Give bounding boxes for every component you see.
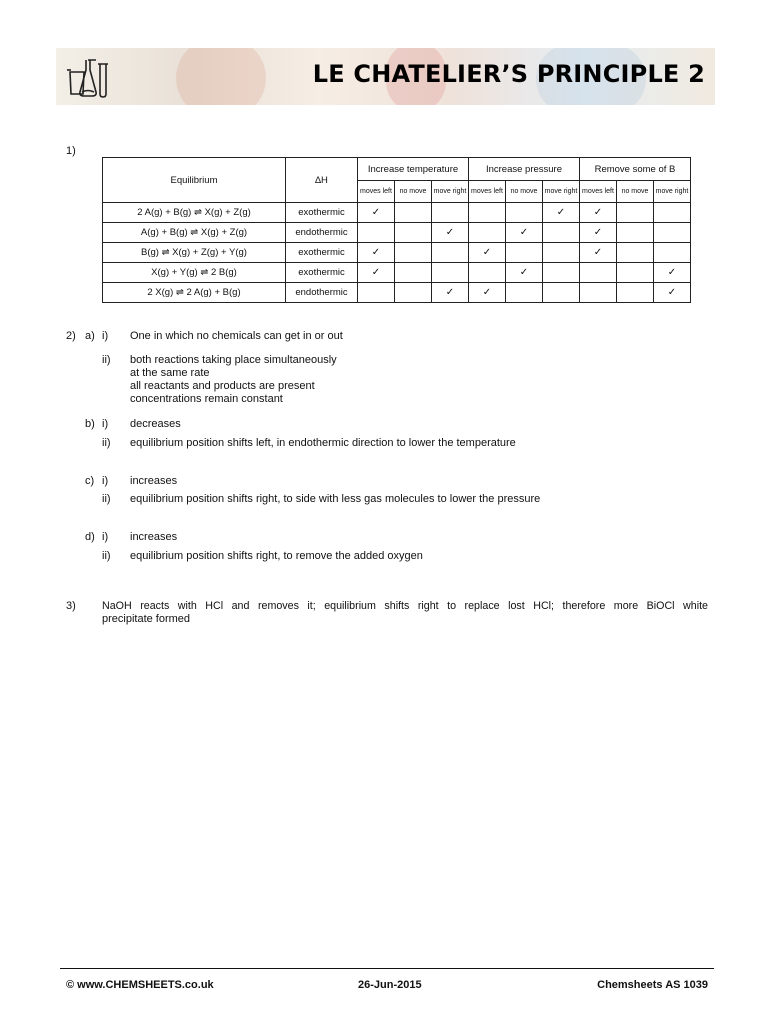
answer-cell [395, 243, 432, 263]
part-b-i-answer: decreases [130, 418, 181, 430]
answer-cell [580, 283, 617, 303]
check-icon: ✓ [593, 247, 603, 258]
check-icon: ✓ [667, 287, 677, 298]
answer-cell [506, 243, 543, 263]
answer-cell [506, 263, 543, 283]
column-header-equilibrium: Equilibrium [103, 158, 286, 203]
answer-cell [469, 283, 506, 303]
answer-cell [506, 283, 543, 303]
answer-cell [432, 283, 469, 303]
answer-cell [358, 203, 395, 223]
part-d-ii-label: ii) [102, 550, 111, 562]
enthalpy-sign: endothermic [286, 283, 358, 303]
enthalpy-sign: endothermic [286, 223, 358, 243]
enthalpy-sign: exothermic [286, 243, 358, 263]
part-a-ii-line-4: concentrations remain constant [130, 393, 283, 405]
part-c-ii-answer: equilibrium position shifts right, to side with less gas molecules to lower the pressure [130, 493, 541, 505]
part-d-i-answer: increases [130, 531, 178, 543]
glassware-logo-icon [64, 54, 110, 100]
answer-cell [543, 203, 580, 223]
check-icon: ✓ [519, 267, 529, 278]
part-a-ii-line-1: both reactions taking place simultaneously [130, 354, 337, 366]
table-row [103, 223, 691, 243]
banner-background [176, 48, 266, 105]
part-c-ii-label: ii) [102, 493, 111, 505]
answer-cell [617, 243, 654, 263]
answer-cell [432, 263, 469, 283]
group-header-remove-b: Remove some of B [580, 158, 691, 181]
question-3-answer-line-1: NaOH reacts with HCl and removes it; equilibrium shifts right to replace lost HCl; therefore more BiOCl white [102, 600, 708, 612]
sub-header-no-move: no move [617, 181, 654, 203]
sub-header-move-right: move right [654, 181, 691, 203]
part-b-ii-answer: equilibrium position shifts left, in endothermic direction to lower the temperature [130, 437, 516, 449]
sub-header-move-right: move right [432, 181, 469, 203]
footer-website-link[interactable]: © www.CHEMSHEETS.co.uk [66, 979, 214, 991]
answer-cell [654, 223, 691, 243]
answer-cell [580, 243, 617, 263]
answer-cell [395, 263, 432, 283]
answer-cell [432, 203, 469, 223]
answer-cell [469, 263, 506, 283]
equilibrium-equation: X(g) + Y(g) ⇌ 2 B(g) [103, 263, 286, 283]
check-icon: ✓ [593, 227, 603, 238]
answer-cell [617, 283, 654, 303]
check-icon: ✓ [371, 247, 381, 258]
check-icon: ✓ [371, 267, 381, 278]
footer-reference: Chemsheets AS 1039 [597, 979, 708, 991]
footer-date: 26-Jun-2015 [358, 979, 422, 991]
answer-cell [654, 283, 691, 303]
check-icon: ✓ [593, 207, 603, 218]
part-c-i-label: i) [102, 475, 109, 487]
equilibrium-table [102, 157, 691, 303]
answer-cell [654, 203, 691, 223]
equilibrium-equation: A(g) + B(g) ⇌ X(g) + Z(g) [103, 223, 286, 243]
answer-cell [469, 223, 506, 243]
answer-cell [395, 203, 432, 223]
part-a-i-label: i) [102, 330, 109, 342]
column-header-delta-h: ∆H [286, 158, 358, 203]
sub-header-moves-left: moves left [580, 181, 617, 203]
group-header-pressure: Increase pressure [469, 158, 580, 181]
group-header-temperature: Increase temperature [358, 158, 469, 181]
part-c-label: c) [85, 475, 95, 487]
question-2-number: 2) [66, 330, 76, 342]
check-icon: ✓ [371, 207, 381, 218]
check-icon: ✓ [445, 227, 455, 238]
check-icon: ✓ [519, 227, 529, 238]
part-b-ii-label: ii) [102, 437, 111, 449]
part-a-label: a) [85, 330, 95, 342]
answer-cell [432, 243, 469, 263]
part-d-i-label: i) [102, 531, 109, 543]
check-icon: ✓ [445, 287, 455, 298]
answer-cell [580, 203, 617, 223]
check-icon: ✓ [667, 267, 677, 278]
question-1-number: 1) [66, 145, 76, 157]
answer-cell [358, 223, 395, 243]
answer-cell [358, 243, 395, 263]
part-a-ii-line-2: at the same rate [130, 367, 210, 379]
answer-cell [543, 223, 580, 243]
sub-header-no-move: no move [506, 181, 543, 203]
equilibrium-equation: B(g) ⇌ X(g) + Z(g) + Y(g) [103, 243, 286, 263]
sub-header-moves-left: moves left [469, 181, 506, 203]
answer-cell [432, 223, 469, 243]
part-b-label: b) [85, 418, 95, 430]
answer-cell [395, 283, 432, 303]
answer-cell [506, 223, 543, 243]
answer-cell [395, 223, 432, 243]
answer-cell [580, 263, 617, 283]
question-3-answer-line-2: precipitate formed [102, 613, 191, 625]
equilibrium-equation: 2 X(g) ⇌ 2 A(g) + B(g) [103, 283, 286, 303]
check-icon: ✓ [482, 287, 492, 298]
equilibrium-table-body [103, 203, 691, 303]
answer-cell [654, 243, 691, 263]
footer-divider [60, 968, 714, 969]
answer-cell [617, 263, 654, 283]
page-title: LE CHATELIER’S PRINCIPLE 2 [312, 60, 705, 88]
answer-cell [469, 243, 506, 263]
answer-cell [617, 203, 654, 223]
sub-header-no-move: no move [395, 181, 432, 203]
part-a-ii-line-3: all reactants and products are present [130, 380, 315, 392]
table-row [103, 263, 691, 283]
part-a-ii-label: ii) [102, 354, 111, 366]
check-icon: ✓ [556, 207, 566, 218]
question-3-number: 3) [66, 600, 76, 612]
part-d-label: d) [85, 531, 95, 543]
part-d-ii-answer: equilibrium position shifts right, to remove the added oxygen [130, 550, 423, 562]
answer-cell [543, 283, 580, 303]
answer-cell [580, 223, 617, 243]
enthalpy-sign: exothermic [286, 263, 358, 283]
answer-cell [543, 263, 580, 283]
enthalpy-sign: exothermic [286, 203, 358, 223]
answer-cell [506, 203, 543, 223]
answer-cell [358, 283, 395, 303]
sub-header-move-right: move right [543, 181, 580, 203]
answer-cell [617, 223, 654, 243]
answer-cell [358, 263, 395, 283]
sub-header-moves-left: moves left [358, 181, 395, 203]
part-c-i-answer: increases [130, 475, 178, 487]
table-row [103, 243, 691, 263]
answer-cell [543, 243, 580, 263]
table-row [103, 203, 691, 223]
part-b-i-label: i) [102, 418, 109, 430]
answer-cell [654, 263, 691, 283]
check-icon: ✓ [482, 247, 492, 258]
part-a-i-answer: One in which no chemicals can get in or out [130, 330, 343, 342]
equilibrium-equation: 2 A(g) + B(g) ⇌ X(g) + Z(g) [103, 203, 286, 223]
answer-cell [469, 203, 506, 223]
table-row [103, 283, 691, 303]
header-banner [56, 48, 715, 105]
